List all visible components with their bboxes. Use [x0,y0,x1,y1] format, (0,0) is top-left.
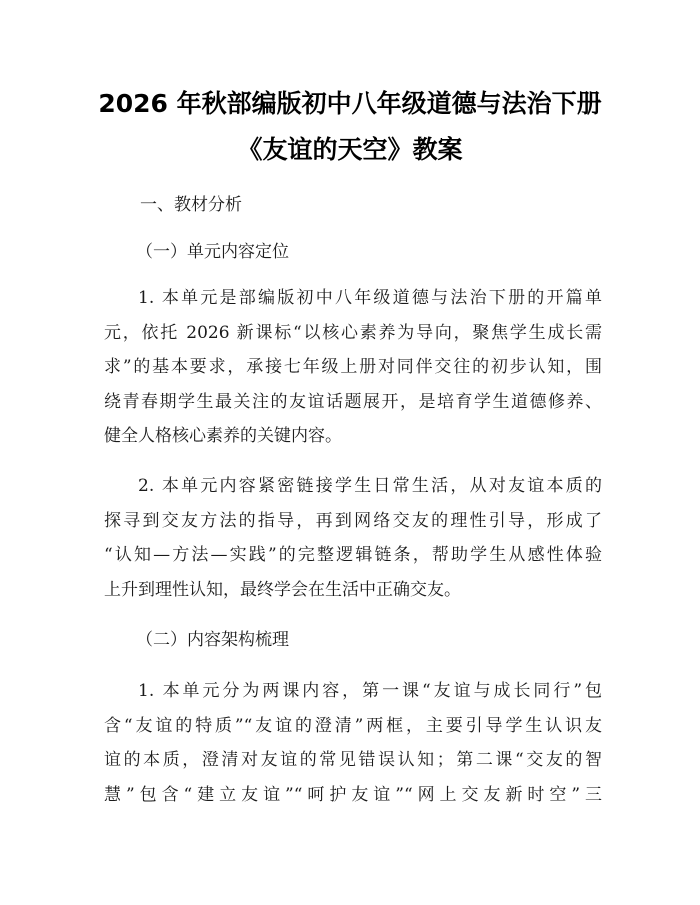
paragraph-line: 含“友谊的特质”“友谊的澄清”两框，主要引导学生认识友 [104,715,602,736]
paragraph-line: 谊的本质，澄清对友谊的常见错误认知；第二课“交友的智 [104,750,602,770]
paragraph-unit-positioning-2 [104,469,602,607]
subsection-heading-content-structure: （二）内容架构梳理 [136,630,289,650]
paragraph-content-structure-1 [104,674,602,812]
section-heading-textbook-analysis: 一、教材分析 [140,195,242,215]
paragraph-line: 2. 本单元内容紧密链接学生日常生活，从对友谊本质的 [138,476,602,496]
subsection-heading-unit-positioning: （一）单元内容定位 [136,242,289,262]
paragraph-line: 求”的基本要求，承接七年级上册对同伴交往的初步认知，围 [104,357,602,377]
paragraph-line: 绕青春期学生最关注的友谊话题展开，是培育学生道德修养、 [104,391,602,412]
paragraph-line: 健全人格核心素养的关键内容。 [104,426,342,446]
paragraph-line: 慧”包含“建立友谊”“呵护友谊”“网上交友新时空”三 [104,784,602,805]
paragraph-line: 元，依托 2026 新课标“以核心素养为导向，聚焦学生成长需 [104,322,602,343]
document-title-line-2: 《友谊的天空》教案 [237,135,463,164]
paragraph-unit-positioning-1 [104,281,602,454]
paragraph-line: 1. 本单元是部编版初中八年级道德与法治下册的开篇单 [138,288,602,308]
document-title-line-1: 2026 年秋部编版初中八年级道德与法治下册 [98,89,602,118]
paragraph-line: 上升到理性认知，最终学会在生活中正确交友。 [104,579,461,600]
paragraph-line: “认知—方法—实践”的完整逻辑链条，帮助学生从感性体验 [104,545,602,565]
paragraph-line: 探寻到交友方法的指导，再到网络交友的理性引导，形成了 [104,510,602,531]
paragraph-line: 1. 本单元分为两课内容，第一课“友谊与成长同行”包 [138,681,602,701]
